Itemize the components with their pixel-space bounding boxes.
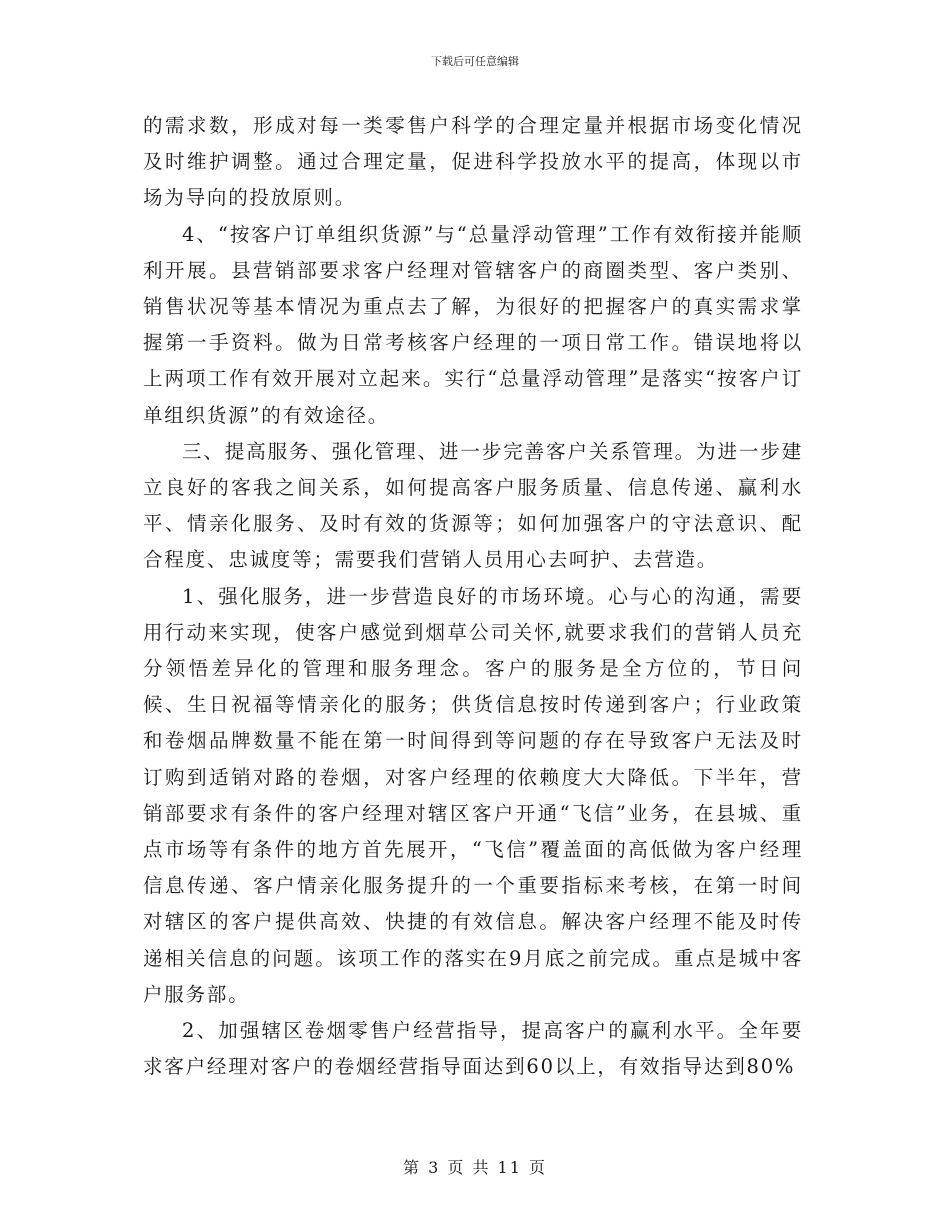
paragraph-2: 4、“按客户订单组织货源”与“总量浮动管理”工作有效衔接并能顺利开展。县营销部要求客户经理对管辖客户的商圈类型、客户类别、销售状况等基本情况为重点去了解，为很好的把握客户的真实需求掌握第一手资料。做为日常考核客户经理的一项日常工作。错误地将以上两项工作有效开展对立起来。实行“总量浮动管理”是落实“按客户订单组织货源”的有效途径。 <box>143 222 803 427</box>
page-header: 下载后可任意编辑 <box>431 55 519 68</box>
page-number-footer: 第 3 页 共 11 页 <box>403 1158 547 1177</box>
paragraph-1: 的需求数，形成对每一类零售户科学的合理定量并根据市场变化情况及时维护调整。通过合理定量，促进科学投放水平的提高，体现以市场为导向的投放原则。 <box>143 114 803 210</box>
paragraph-3: 三、提高服务、强化管理、进一步完善客户关系管理。为进一步建立良好的客我之间关系，如何提高客户服务质量、信息传递、赢利水平、情亲化服务、及时有效的货源等；如何加强客户的守法意识、配合程度、忠诚度等；需要我们营销人员用心去呵护、去营造。 <box>143 439 803 572</box>
paragraph-4: 1、强化服务，进一步营造良好的市场环境。心与心的沟通，需要用行动来实现，使客户感觉到烟草公司关怀,就要求我们的营销人员充分领悟差异化的管理和服务理念。客户的服务是全方位的，节日问候、生日祝福等情亲化的服务；供货信息按时传递到客户；行业政策和卷烟品牌数量不能在第一时间得到等问题的存在导致客户无法及时订购到适销对路的卷烟，对客户经理的依赖度大大降低。下半年，营销部要求有条件的客户经理对辖区客户开通“飞信”业务，在县城、重点市场等有条件的地方首先展开，“飞信”覆盖面的高低做为客户经理信息传递、客户情亲化服务提升的一个重要指标来考核，在第一时间对辖区的客户提供高效、快捷的有效信息。解决客户经理不能及时传递相关信息的问题。该项工作的落实在9月底之前完成。重点是城中客户服务部。 <box>143 584 803 1006</box>
paragraph-5: 2、加强辖区卷烟零售户经营指导，提高客户的赢利水平。全年要求客户经理对客户的卷烟经营指导面达到60以上，有效指导达到80% <box>143 1019 803 1079</box>
document-body <box>143 108 803 1085</box>
